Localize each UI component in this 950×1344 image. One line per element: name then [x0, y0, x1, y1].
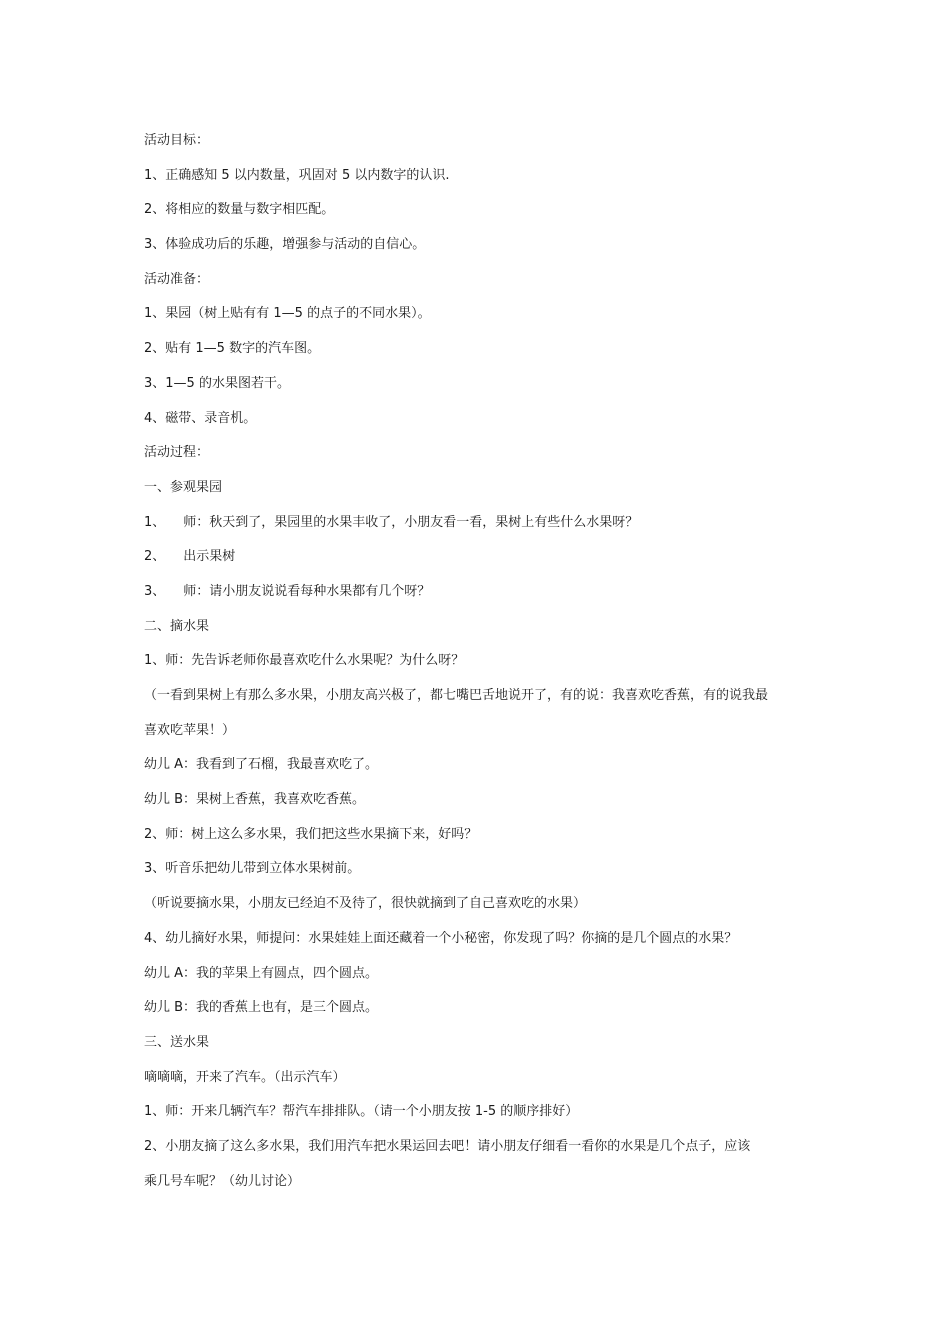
preparation-item-4: 4、磁带、录音机。 — [144, 410, 257, 426]
pick-item-3: 3、听音乐把幼儿带到立体水果树前。 — [144, 861, 361, 877]
visit-item-1 — [144, 506, 824, 541]
preparation-item-1: 1、果园（树上贴有有 1—5 的点子的不同水果）。 — [144, 306, 431, 322]
child-b-response: 幼儿 B：果树上香蕉，我喜欢吃香蕉。 — [144, 792, 366, 808]
preparation-item-2: 2、贴有 1—5 数字的汽车图。 — [144, 341, 321, 357]
pick-item-2: 2、师：树上这么多水果，我们把这些水果摘下来，好吗？ — [144, 826, 478, 842]
item-text: 出示果树 — [183, 549, 236, 565]
deliver-item-2: 2、小朋友摘了这么多水果，我们用汽车把水果运回去吧！请小朋友仔细看一看你的水果是几个点子，应该 — [144, 1138, 751, 1154]
item-number: 1、 — [144, 514, 166, 530]
section-heading-process: 活动过程： — [144, 445, 210, 461]
paragraph-line: （听说要摘水果，小朋友已经迫不及待了，很快就摘到了自己喜欢吃的水果） — [144, 896, 587, 912]
item-number: 2、 — [144, 549, 166, 565]
item-number: 3、 — [144, 583, 166, 599]
item-text: 师：秋天到了，果园里的水果丰收了，小朋友看一看，果树上有些什么水果呀？ — [183, 514, 639, 530]
deliver-item-1: 1、师：开来几辆汽车？帮汽车排排队。（请一个小朋友按 1-5 的顺序排好） — [144, 1104, 579, 1120]
document-body — [144, 124, 824, 1199]
step-heading-pick-fruit: 二、摘水果 — [144, 618, 210, 634]
visit-item-3 — [144, 575, 824, 610]
pick-item-1: 1、师：先告诉老师你最喜欢吃什么水果呢？为什么呀？ — [144, 653, 465, 669]
goal-item-2: 2、将相应的数量与数字相匹配。 — [144, 202, 335, 218]
step-heading-deliver-fruit: 三、送水果 — [144, 1034, 210, 1050]
paragraph-line: 嘀嘀嘀，开来了汽车。（出示汽车） — [144, 1069, 346, 1085]
child-a-response: 幼儿 A：我的苹果上有圆点，四个圆点。 — [144, 965, 379, 981]
paragraph-line: 喜欢吃苹果！） — [144, 722, 236, 738]
visit-item-2 — [144, 540, 824, 575]
section-heading-preparation: 活动准备： — [144, 271, 210, 287]
preparation-item-3: 3、1—5 的水果图若干。 — [144, 375, 290, 391]
child-a-response: 幼儿 A：我看到了石榴，我最喜欢吃了。 — [144, 757, 379, 773]
paragraph-line: 乘几号车呢？（幼儿讨论） — [144, 1173, 301, 1189]
step-heading-visit-orchard: 一、参观果园 — [144, 479, 223, 495]
item-text: 师：请小朋友说说看每种水果都有几个呀？ — [183, 583, 431, 599]
paragraph-line: （一看到果树上有那么多水果，小朋友高兴极了，都七嘴巴舌地说开了，有的说：我喜欢吃香蕉，有的说我最 — [144, 688, 769, 703]
goal-item-1: 1、正确感知 5 以内数量，巩固对 5 以内数字的认识. — [144, 167, 450, 183]
goal-item-3: 3、体验成功后的乐趣，增强参与活动的自信心。 — [144, 237, 426, 253]
pick-item-4: 4、幼儿摘好水果，师提问：水果娃娃上面还藏着一个小秘密，你发现了吗？你摘的是几个圆点的水果？ — [144, 930, 738, 946]
child-b-response: 幼儿 B：我的香蕉上也有，是三个圆点。 — [144, 1000, 379, 1016]
section-heading-goals: 活动目标： — [144, 133, 210, 148]
